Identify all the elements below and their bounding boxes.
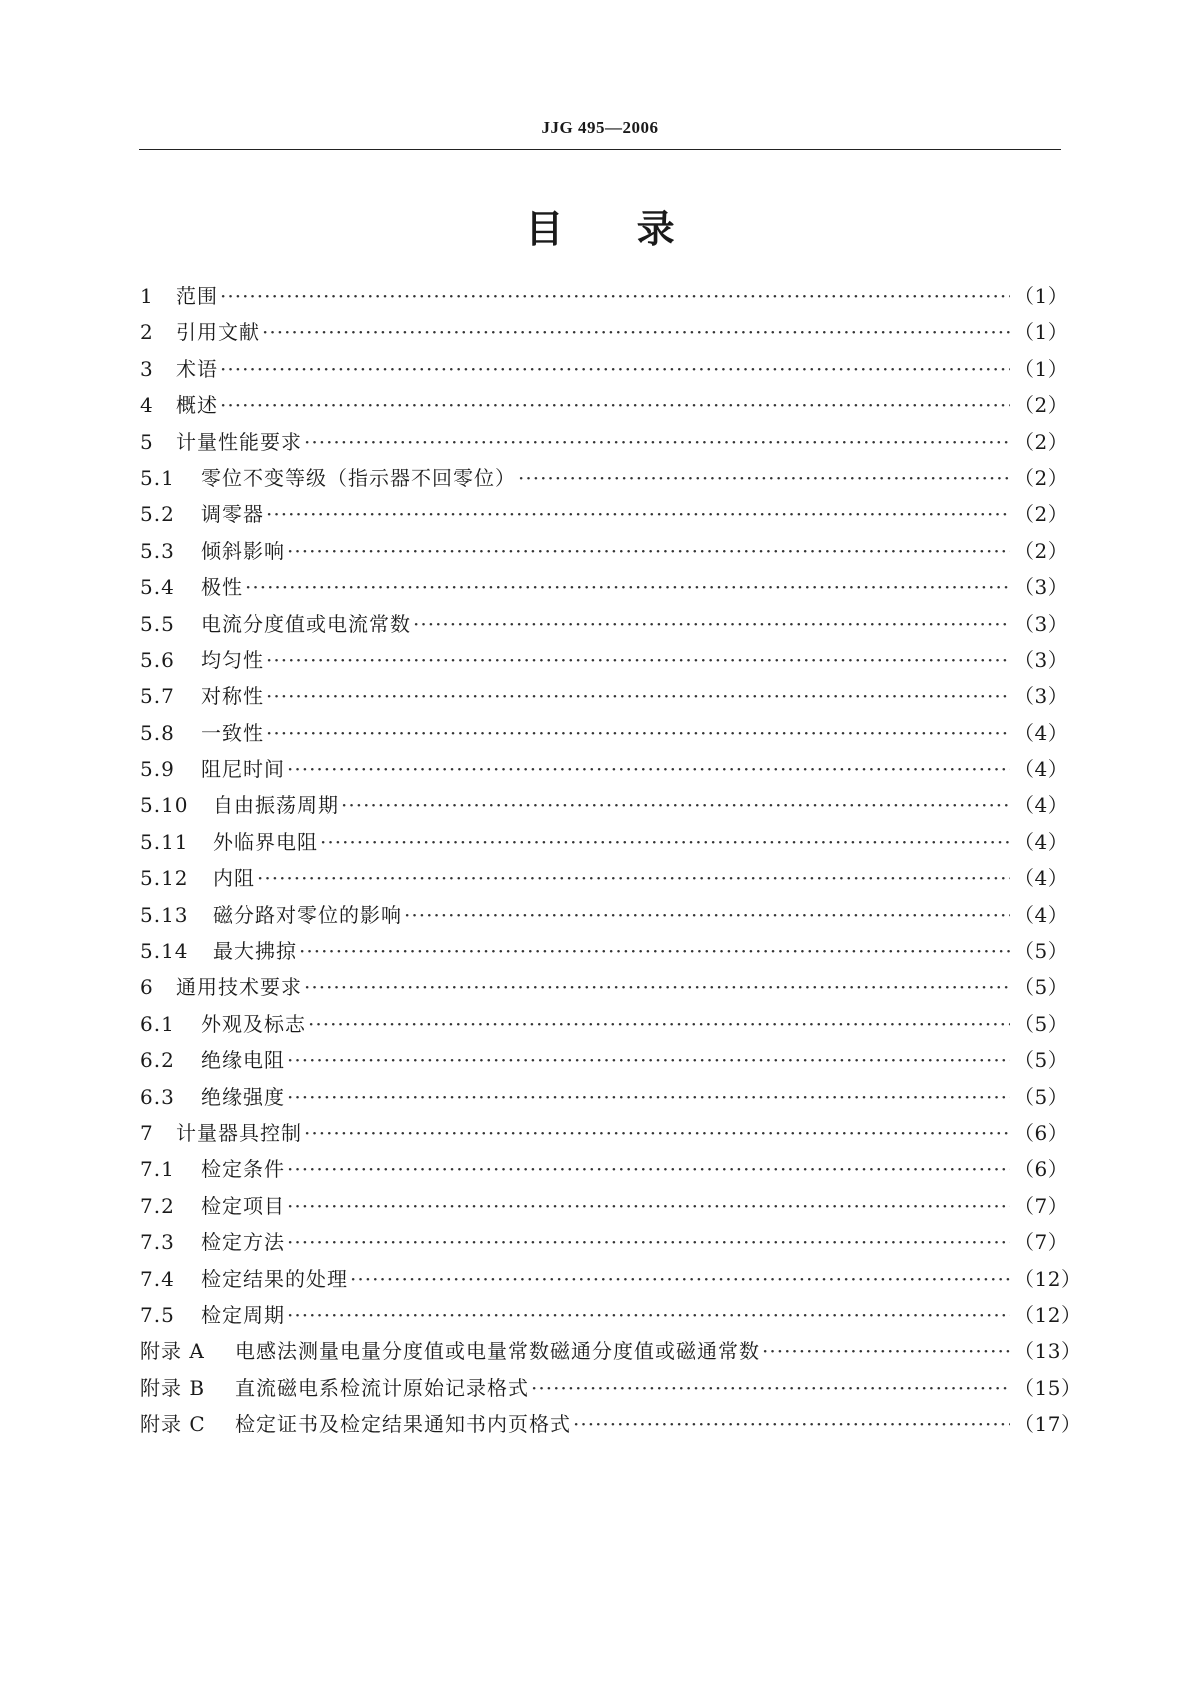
toc-entry[interactable] [140, 678, 1069, 714]
toc-dot-leader [304, 1115, 1010, 1151]
toc-entry-page: （7） [1014, 1193, 1069, 1218]
toc-entry-label: 内阻 [213, 866, 255, 891]
toc-entry-page: （3） [1014, 575, 1069, 600]
toc-dot-leader [287, 1224, 1010, 1260]
toc-dot-leader [266, 678, 1010, 714]
toc-entry-label: 一致性 [201, 720, 264, 745]
toc-entry[interactable] [140, 387, 1069, 423]
toc-entry-label: 阻尼时间 [201, 757, 285, 782]
toc-entry[interactable] [140, 1370, 1082, 1406]
toc-entry-label: 调零器 [201, 502, 264, 527]
toc-dot-leader [573, 1406, 1010, 1442]
toc-entry-page: （3） [1014, 647, 1069, 672]
toc-entry-label: 电流分度值或电流常数 [201, 611, 411, 636]
toc-entry[interactable] [140, 1333, 1082, 1369]
toc-entry-page: （4） [1014, 829, 1069, 854]
toc-entry-label: 绝缘电阻 [201, 1048, 285, 1073]
toc-entry-page: （5） [1014, 939, 1069, 964]
toc-entry[interactable] [140, 424, 1069, 460]
toc-entry[interactable] [140, 751, 1069, 787]
toc-entry-number: 附录 C [140, 1412, 206, 1437]
toc-entry-label: 检定结果的处理 [201, 1266, 348, 1291]
toc-entry-page: （4） [1014, 720, 1069, 745]
toc-entry-label: 自由振荡周期 [213, 793, 339, 818]
toc-entry[interactable] [140, 860, 1069, 896]
toc-entry-number: 5.3 [140, 538, 175, 563]
toc-entry-page: （7） [1014, 1230, 1069, 1255]
toc-dot-leader [262, 314, 1010, 350]
toc-entry-page: （5） [1014, 1011, 1069, 1036]
toc-dot-leader [220, 278, 1010, 314]
toc-dot-leader [266, 496, 1010, 532]
toc-entry-label: 计量性能要求 [176, 429, 302, 454]
toc-entry-label: 外观及标志 [201, 1011, 306, 1036]
toc-entry[interactable] [140, 715, 1069, 751]
toc-entry-label: 磁分路对零位的影响 [213, 902, 402, 927]
toc-entry[interactable] [140, 969, 1069, 1005]
toc-entry-label: 检定周期 [201, 1302, 285, 1327]
toc-entry-label: 检定证书及检定结果通知书内页格式 [235, 1412, 571, 1437]
toc-entry-page: （1） [1014, 320, 1069, 345]
toc-entry[interactable] [140, 1224, 1069, 1260]
toc-entry-label: 倾斜影响 [201, 538, 285, 563]
toc-entry[interactable] [140, 460, 1069, 496]
toc-entry-number: 5.6 [140, 647, 175, 672]
toc-entry-number: 7.3 [140, 1230, 175, 1255]
toc-entry[interactable] [140, 1115, 1069, 1151]
toc-entry-number: 7.1 [140, 1157, 175, 1182]
toc-entry-label: 检定条件 [201, 1157, 285, 1182]
toc-entry-label: 检定项目 [201, 1193, 285, 1218]
toc-dot-leader [404, 897, 1010, 933]
toc-entry-label: 通用技术要求 [176, 975, 302, 1000]
toc-entry-page: （2） [1014, 538, 1069, 563]
toc-entry-page: （6） [1014, 1157, 1069, 1182]
toc-entry-label: 检定方法 [201, 1230, 285, 1255]
toc-entry[interactable] [140, 533, 1069, 569]
toc-dot-leader [245, 569, 1010, 605]
toc-entry-page: （15） [1014, 1375, 1082, 1400]
toc-entry-page: （3） [1014, 611, 1069, 636]
toc-entry[interactable] [140, 1297, 1082, 1333]
toc-entry[interactable] [140, 897, 1069, 933]
toc-entry-page: （2） [1014, 502, 1069, 527]
toc-entry-label: 对称性 [201, 684, 264, 709]
toc-entry-label: 直流磁电系检流计原始记录格式 [235, 1375, 529, 1400]
toc-dot-leader [266, 715, 1010, 751]
toc-entry[interactable] [140, 824, 1069, 860]
toc-entry-label: 引用文献 [176, 320, 260, 345]
toc-entry-number: 5.13 [140, 902, 189, 927]
table-of-contents [140, 278, 1082, 1443]
toc-entry-number: 2 [140, 320, 154, 345]
toc-entry-label: 极性 [201, 575, 243, 600]
toc-entry-number: 1 [140, 284, 154, 308]
toc-entry-page: （6） [1014, 1120, 1069, 1145]
header-rule [139, 149, 1061, 150]
toc-entry-page: （2） [1014, 393, 1069, 418]
toc-dot-leader [350, 1261, 1010, 1297]
toc-entry-number: 6.2 [140, 1048, 175, 1073]
toc-entry-page: （5） [1014, 975, 1069, 1000]
toc-dot-leader [287, 533, 1010, 569]
toc-entry[interactable] [140, 278, 1069, 314]
toc-dot-leader [518, 460, 1010, 496]
toc-entry-page: （4） [1014, 866, 1069, 891]
toc-entry-number: 附录 B [140, 1375, 206, 1400]
toc-dot-leader [413, 606, 1010, 642]
toc-dot-leader [220, 387, 1010, 423]
toc-entry-number: 5 [140, 429, 154, 454]
toc-entry-number: 7 [140, 1120, 154, 1145]
toc-entry-number: 6 [140, 975, 154, 1000]
toc-entry-page: （4） [1014, 902, 1069, 927]
toc-entry[interactable] [140, 933, 1069, 969]
toc-dot-leader [287, 1151, 1010, 1187]
toc-entry[interactable] [140, 314, 1069, 350]
toc-entry[interactable] [140, 1151, 1069, 1187]
toc-entry-page: （12） [1014, 1266, 1082, 1291]
toc-entry-label: 外临界电阻 [213, 829, 318, 854]
toc-entry-page: （4） [1014, 757, 1069, 782]
toc-entry[interactable] [140, 1261, 1082, 1297]
toc-dot-leader [287, 1079, 1010, 1115]
toc-entry[interactable] [140, 1406, 1082, 1442]
toc-entry-page: （5） [1014, 1048, 1069, 1073]
document-code-header: JJG 495—2006 [541, 118, 659, 137]
toc-dot-leader [320, 824, 1010, 860]
toc-dot-leader [287, 1297, 1010, 1333]
toc-entry-page: （3） [1014, 684, 1069, 709]
toc-entry-number: 7.4 [140, 1266, 175, 1291]
toc-entry-number: 5.8 [140, 720, 175, 745]
toc-entry-number: 5.7 [140, 684, 175, 709]
toc-dot-leader [287, 1042, 1010, 1078]
toc-dot-leader [304, 969, 1010, 1005]
toc-entry-number: 5.11 [140, 829, 189, 854]
toc-entry-number: 附录 A [140, 1339, 205, 1364]
toc-entry-number: 7.5 [140, 1302, 175, 1327]
toc-entry-number: 5.12 [140, 866, 189, 891]
toc-dot-leader [762, 1333, 1010, 1369]
toc-entry[interactable] [140, 606, 1069, 642]
toc-entry-page: （17） [1014, 1412, 1082, 1437]
toc-dot-leader [257, 860, 1010, 896]
toc-entry-label: 零位不变等级（指示器不回零位） [201, 465, 516, 490]
toc-entry[interactable] [140, 642, 1069, 678]
toc-dot-leader [220, 351, 1010, 387]
toc-entry-number: 6.1 [140, 1011, 175, 1036]
toc-dot-leader [287, 751, 1010, 787]
toc-entry-label: 均匀性 [201, 647, 264, 672]
toc-dot-leader [266, 642, 1010, 678]
toc-entry-label: 绝缘强度 [201, 1084, 285, 1109]
toc-entry[interactable] [140, 1079, 1069, 1115]
toc-dot-leader [299, 933, 1010, 969]
toc-entry-label: 概述 [176, 393, 218, 418]
toc-entry[interactable] [140, 1042, 1069, 1078]
toc-dot-leader [531, 1370, 1010, 1406]
toc-entry[interactable] [140, 351, 1069, 387]
toc-entry[interactable] [140, 1188, 1069, 1224]
toc-entry-label: 最大拂掠 [213, 939, 297, 964]
toc-entry-page: （2） [1014, 429, 1069, 454]
toc-entry-page: （5） [1014, 1084, 1069, 1109]
page-title: 目 录 [525, 207, 675, 251]
toc-entry-label: 电感法测量电量分度值或电量常数磁通分度值或磁通常数 [235, 1339, 760, 1364]
toc-entry-page: （1） [1014, 284, 1069, 308]
toc-entry-number: 5.9 [140, 757, 175, 782]
toc-entry-number: 7.2 [140, 1193, 175, 1218]
toc-entry-page: （1） [1014, 356, 1069, 381]
toc-entry-number: 6.3 [140, 1084, 175, 1109]
toc-entry-number: 5.10 [140, 793, 189, 818]
toc-entry-number: 3 [140, 356, 154, 381]
toc-dot-leader [287, 1188, 1010, 1224]
toc-dot-leader [304, 424, 1010, 460]
toc-entry-number: 5.14 [140, 939, 189, 964]
toc-entry-page: （2） [1014, 465, 1069, 490]
toc-entry-number: 5.4 [140, 575, 175, 600]
toc-entry-label: 术语 [176, 356, 218, 381]
toc-entry-number: 5.1 [140, 465, 175, 490]
toc-entry-label: 范围 [176, 284, 218, 308]
toc-entry-page: （4） [1014, 793, 1069, 818]
toc-entry-label: 计量器具控制 [176, 1120, 302, 1145]
toc-entry[interactable] [140, 1006, 1069, 1042]
toc-entry-number: 4 [140, 393, 154, 418]
toc-entry-page: （12） [1014, 1302, 1082, 1327]
toc-entry[interactable] [140, 787, 1069, 823]
toc-dot-leader [341, 787, 1010, 823]
toc-entry[interactable] [140, 496, 1069, 532]
toc-entry-number: 5.2 [140, 502, 175, 527]
toc-dot-leader [308, 1006, 1010, 1042]
toc-entry[interactable] [140, 569, 1069, 605]
toc-entry-number: 5.5 [140, 611, 175, 636]
toc-entry-page: （13） [1014, 1339, 1082, 1364]
